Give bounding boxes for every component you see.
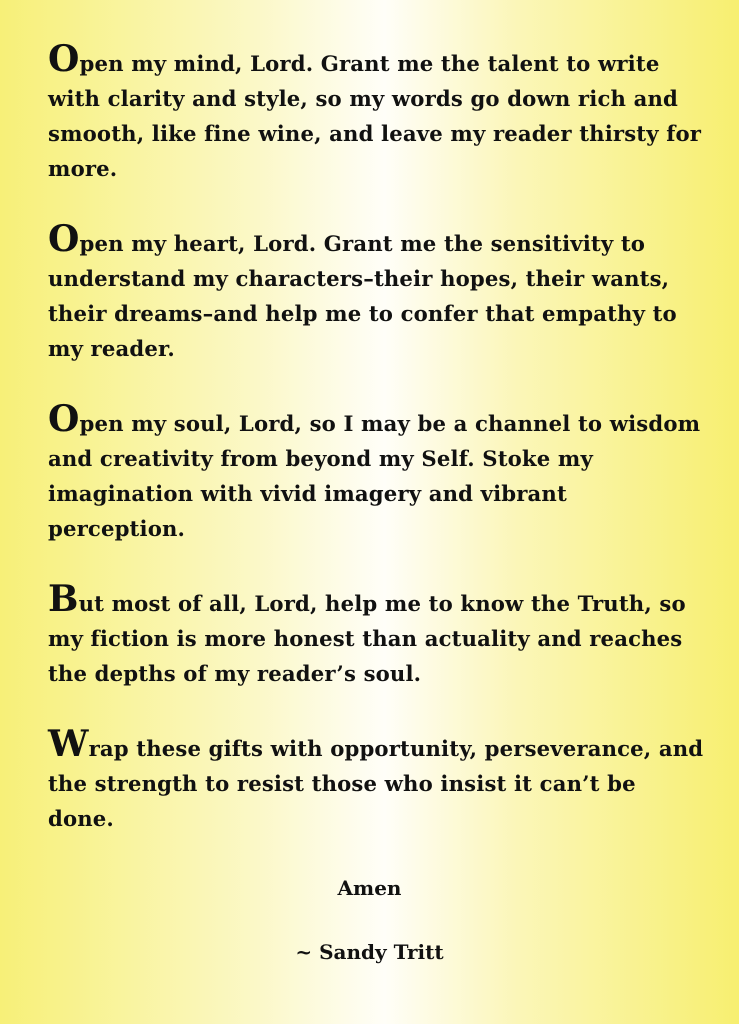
paragraph-text: pen my soul, Lord, so I may be a channel to wisdom and creativity from beyond my Self. Stoke my imagination with vivid imagery and vibrant perception.: [48, 411, 701, 541]
paragraph-open-heart: [48, 218, 708, 366]
drop-initial: O: [48, 218, 80, 260]
drop-initial: W: [48, 723, 89, 765]
closing-amen: Amen: [337, 876, 402, 900]
drop-initial: O: [48, 38, 80, 80]
author-signature: ~ Sandy Tritt: [295, 940, 444, 964]
paragraph-open-mind: [48, 38, 708, 186]
paragraph-open-soul: [48, 398, 708, 546]
paragraph-wrap-gifts: [48, 723, 708, 836]
prayer-body: [48, 38, 708, 872]
drop-initial: B: [48, 578, 79, 620]
paragraph-truth: [48, 578, 708, 691]
paragraph-text: ut most of all, Lord, help me to know the Truth, so my fiction is more honest than actuality and reaches the depths of my reader’s soul.: [48, 591, 686, 686]
paragraph-text: rap these gifts with opportunity, perseverance, and the strength to resist those who insist it can’t be done.: [48, 736, 704, 831]
paragraph-text: pen my mind, Lord. Grant me the talent to write with clarity and style, so my words go down rich and smooth, like fine wine, and leave my reader thirsty for more.: [48, 51, 702, 181]
drop-initial: O: [48, 398, 80, 440]
paragraph-text: pen my heart, Lord. Grant me the sensitivity to understand my characters–their hopes, their wants, their dreams–and help me to confer that empathy to my reader.: [48, 231, 677, 361]
